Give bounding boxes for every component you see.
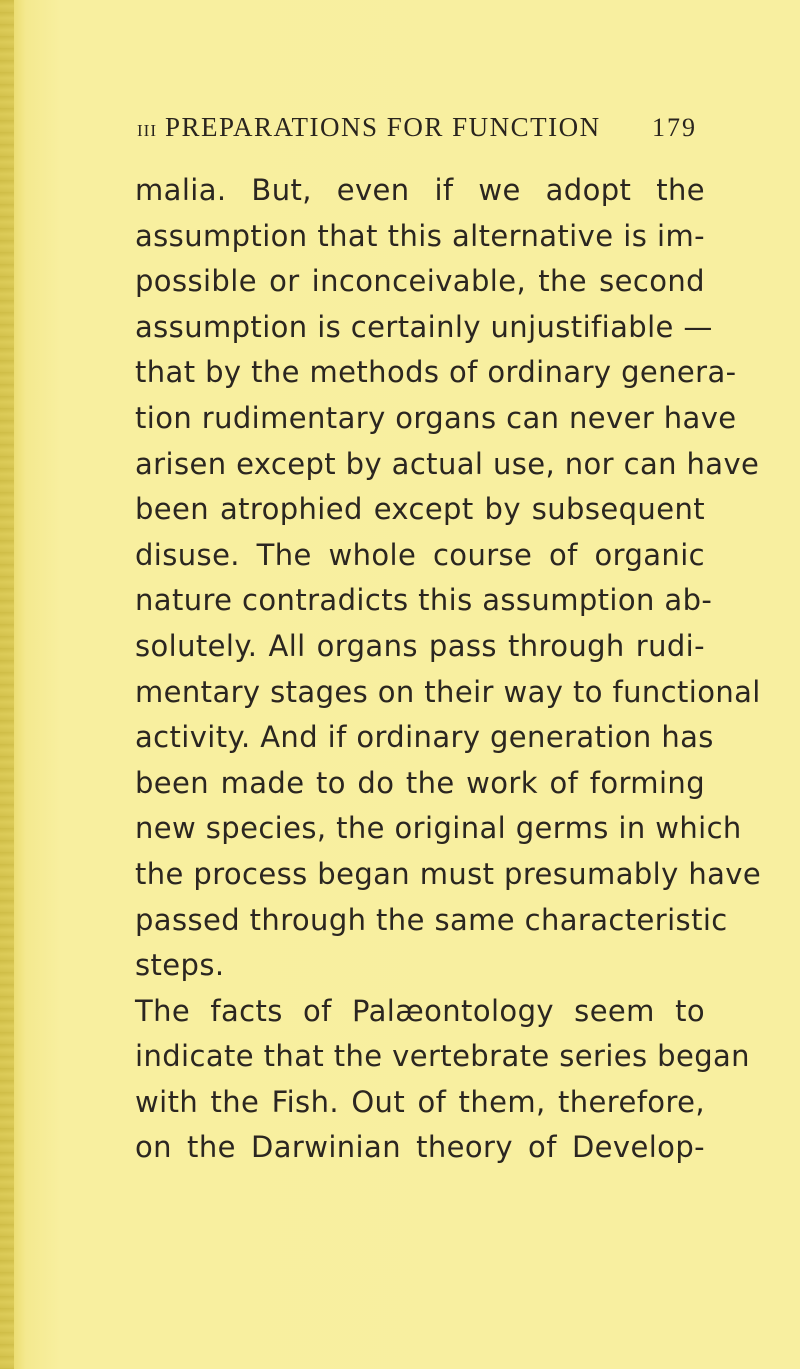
text-line: mentary stages on their way to functional bbox=[135, 674, 761, 709]
text-line: tion rudimentary organs can never have bbox=[135, 400, 737, 435]
text-line: malia. But, even if we adopt the bbox=[135, 173, 705, 207]
text-line: assumption is certainly unjustifiable — bbox=[135, 309, 713, 344]
text-line: activity. And if ordinary generation has bbox=[135, 720, 714, 755]
running-head-title-group bbox=[137, 112, 601, 143]
text-line: possible or inconceivable, the second bbox=[135, 264, 705, 299]
text-line: been atrophied except by subsequent bbox=[135, 492, 705, 527]
text-line: arisen except by actual use, nor can have bbox=[135, 446, 760, 481]
running-head-title: PREPARATIONS FOR FUNCTION bbox=[164, 112, 601, 142]
text-line: on the Darwinian theory of Develop- bbox=[135, 1130, 705, 1165]
text-line: disuse. The whole course of organic bbox=[135, 537, 705, 572]
text-line: indicate that the vertebrate series began bbox=[135, 1039, 750, 1074]
text-line: solutely. All organs pass through rudi- bbox=[135, 628, 705, 663]
text-line: with the Fish. Out of them, therefore, bbox=[135, 1084, 705, 1119]
text-line: the process began must presumably have bbox=[135, 856, 762, 891]
text-line: steps. bbox=[135, 948, 225, 983]
text-line: new species, the original germs in which bbox=[135, 811, 742, 846]
paragraph-start-line: The facts of Palæontology seem to bbox=[135, 993, 705, 1028]
text-line: nature contradicts this assumption ab- bbox=[135, 583, 713, 618]
text-line: assumption that this alternative is im- bbox=[135, 218, 705, 253]
text-line: that by the methods of ordinary genera- bbox=[135, 355, 737, 390]
chapter-number: III bbox=[137, 121, 157, 140]
running-head bbox=[137, 112, 697, 152]
body-text bbox=[135, 168, 762, 1171]
page-edge-shadow bbox=[0, 0, 14, 1369]
page-number: 179 bbox=[652, 113, 697, 142]
text-line: been made to do the work of forming bbox=[135, 765, 705, 800]
text-line: passed through the same characteristic bbox=[135, 902, 728, 937]
